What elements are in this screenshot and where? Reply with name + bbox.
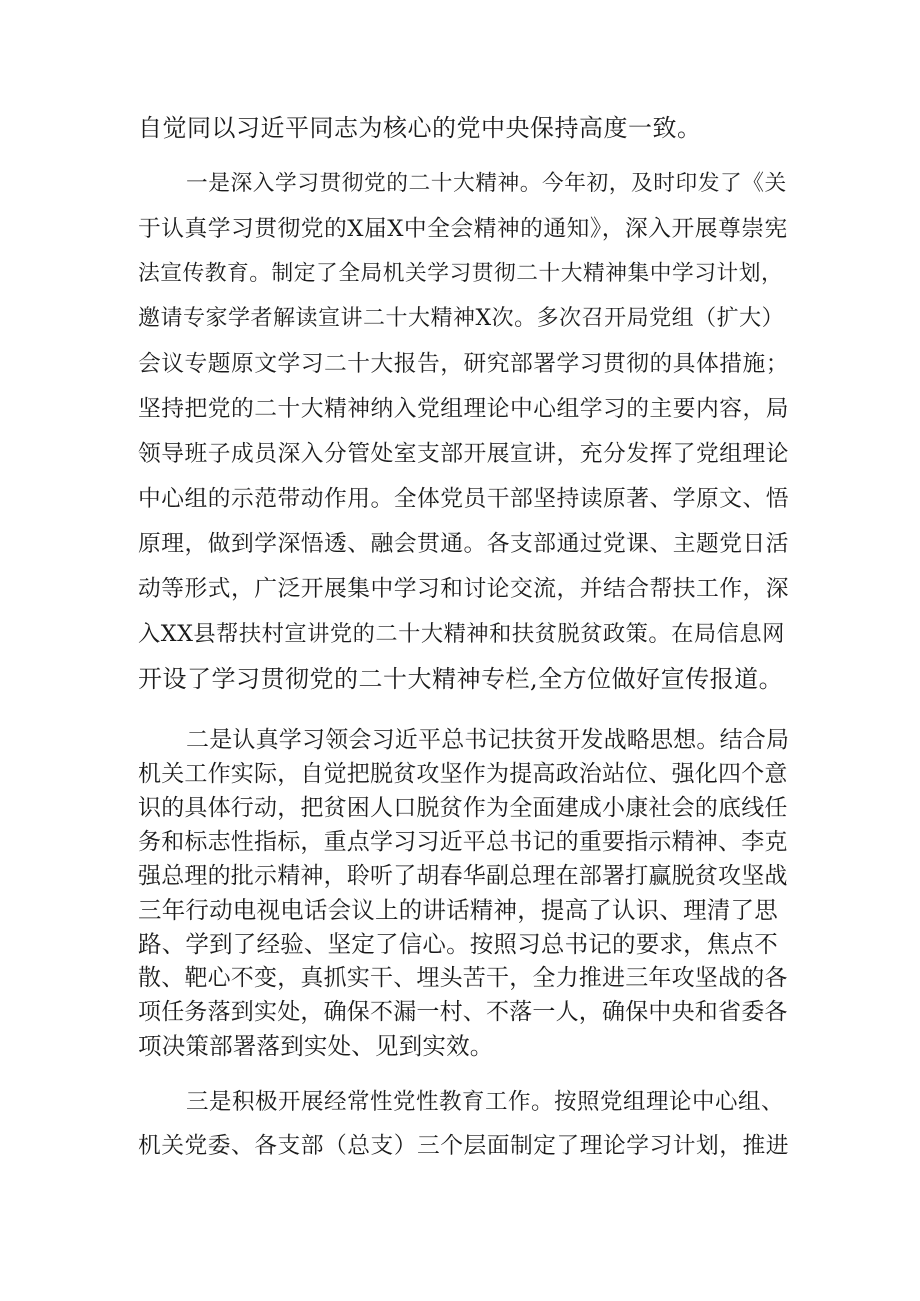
paragraph-line: 于认真学习贯彻党的X届X中全会精神的通知》，深入开展尊崇宪 [138,216,788,242]
paragraph-line: 坚持把党的二十大精神纳入党组理论中心组学习的主要内容，局 [138,396,789,422]
paragraph-line: 原理，做到学深悟透、融会贯通。各支部通过党课、主题党日活 [138,531,789,557]
paragraph-line: 三是积极开展经常性党性教育工作。按照党组理论中心组、 [186,1089,785,1115]
paragraph-line: 二是认真学习领会习近平总书记扶贫开发战略思想。结合局 [186,727,790,753]
paragraph-line: 自觉同以习近平同志为核心的党中央保持高度一致。 [138,114,702,142]
paragraph-line: 项任务落到实处，确保不漏一村、不落一人，确保中央和省委各 [138,999,788,1025]
paragraph-line: 开设了学习贯彻党的二十大精神专栏,全方位做好宣传报道。 [138,665,784,693]
paragraph-line: 领导班子成员深入分管处室支部开展宣讲，充分发挥了党组理论 [138,441,789,467]
paragraph-line: 机关党委、各支部（总支）三个层面制定了理论学习计划，推进 [138,1133,789,1159]
paragraph-line: 强总理的批示精神，聆听了胡春华副总理在部署打赢脱贫攻坚战 [138,863,788,889]
paragraph-line: 项决策部署落到实处、见到实效。 [138,1032,494,1060]
paragraph-line: 邀请专家学者解读宣讲二十大精神X次。多次召开局党组（扩大） [138,306,785,331]
paragraph-line: 动等形式，广泛开展集中学习和讨论交流，并结合帮扶工作，深 [138,576,789,602]
paragraph-line: 一是深入学习贯彻党的二十大精神。今年初，及时印发了《关 [186,171,787,196]
paragraph-line: 路、学到了经验、坚定了信心。按照习总书记的要求，焦点不 [138,930,778,958]
paragraph-line: 中心组的示范带动作用。全体党员干部坚持读原著、学原文、悟 [138,486,789,512]
paragraph-line: 入XX县帮扶村宣讲党的二十大精神和扶贫脱贫政策。在局信息网 [138,621,785,647]
paragraph-line: 机关工作实际，自觉把脱贫攻坚作为提高政治站位、强化四个意 [138,761,788,787]
paragraph-line: 务和标志性指标，重点学习习近平总书记的重要指示精神、李克 [138,829,788,855]
paragraph-line: 会议专题原文学习二十大报告，研究部署学习贯彻的具体措施； [138,351,789,377]
paragraph-line: 识的具体行动，把贫困人口脱贫作为全面建成小康社会的底线任 [138,795,788,821]
paragraph-line: 法宣传教育。制定了全局机关学习贯彻二十大精神集中学习计划， [138,261,784,286]
paragraph-line: 散、靶心不变，真抓实干、埋头苦干，全力推进三年攻坚战的各 [138,965,788,991]
paragraph-line: 三年行动电视电话会议上的讲话精神，提高了认识、理清了思 [138,896,778,924]
